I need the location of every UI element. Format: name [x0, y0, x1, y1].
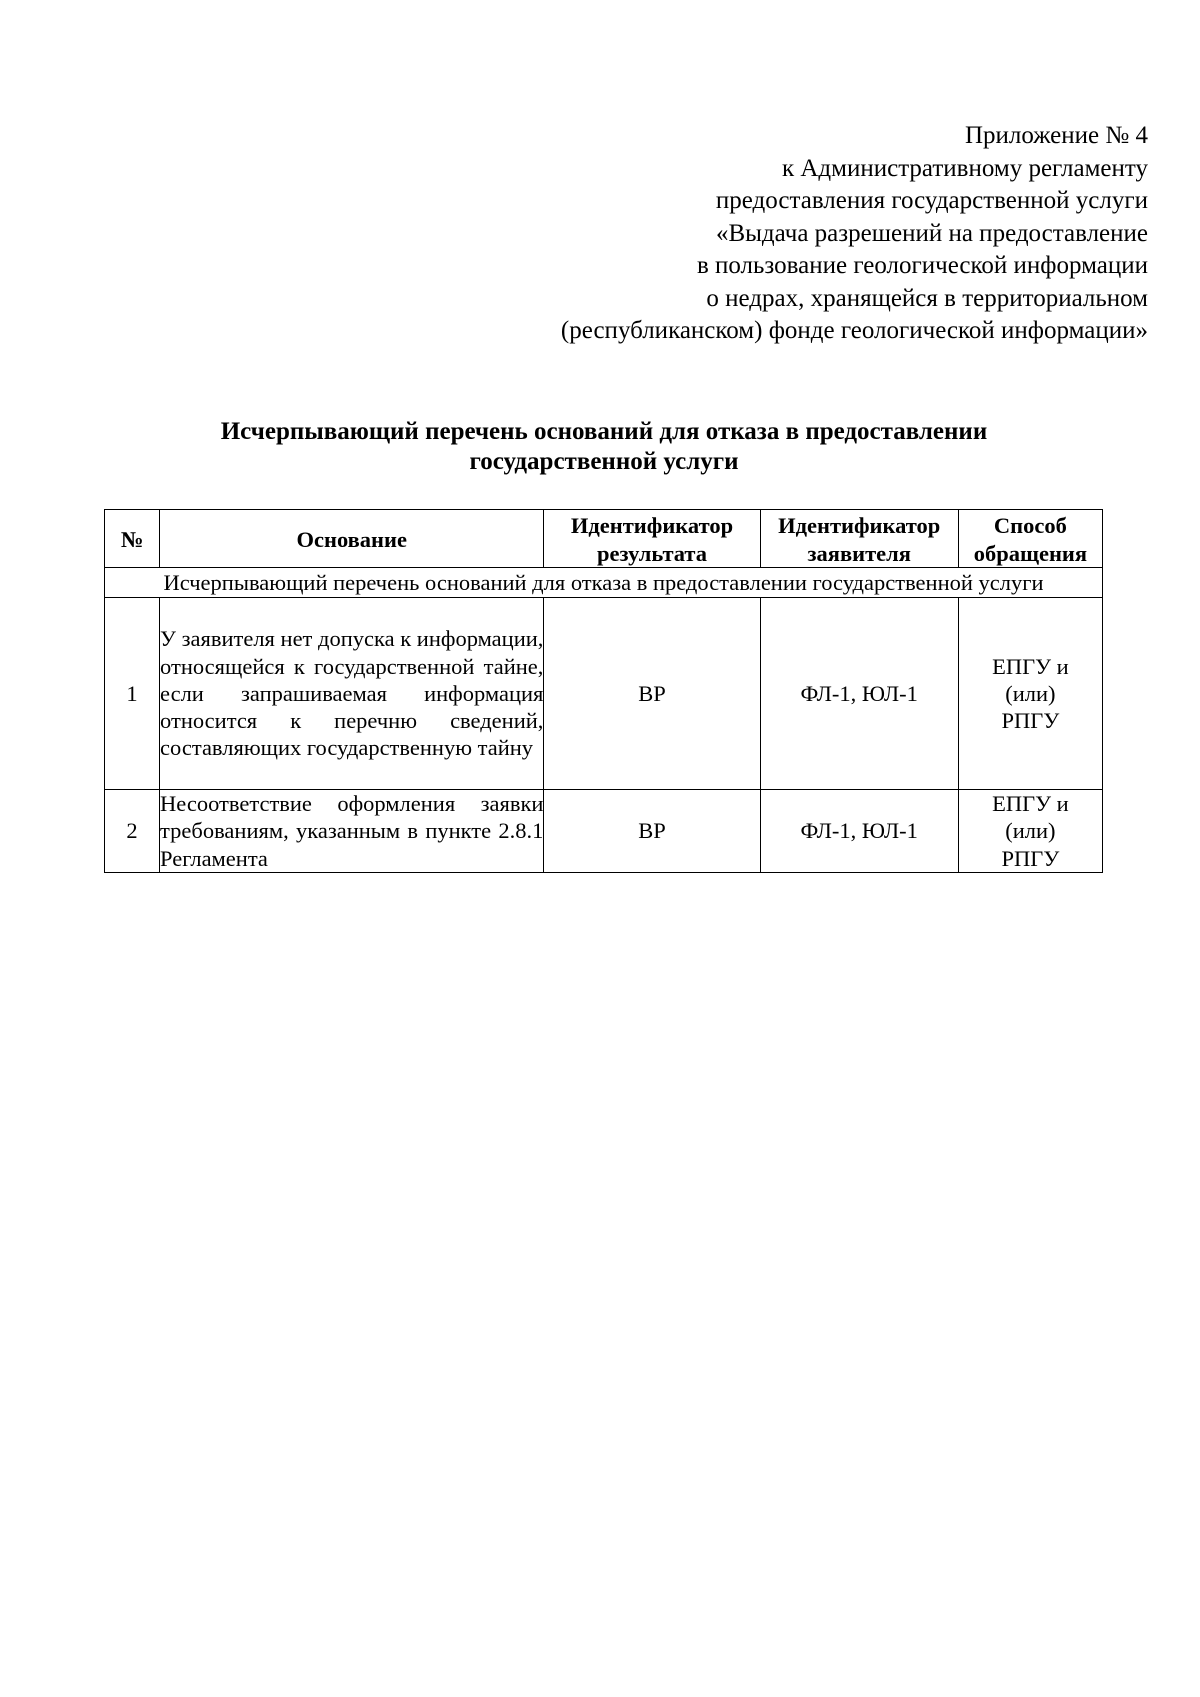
row-basis: Несоответствие оформления заявки требованиям, указанным в пункте 2.8.1 Регламента	[160, 791, 544, 871]
row-num: 1	[105, 598, 160, 790]
document-title	[104, 417, 1104, 477]
appendix-line: в пользование геологической информации	[696, 252, 1148, 279]
header-applicant-id	[760, 510, 958, 568]
row-num: 2	[105, 790, 160, 873]
appendix-line: о недрах, хранящейся в территориальном	[706, 284, 1148, 312]
appendix-line: предоставления государственной услуги	[715, 187, 1148, 214]
method-text: РПГУ	[1001, 845, 1060, 871]
method-text: ЕПГУ и	[992, 791, 1069, 817]
header-text: Идентификатор	[570, 513, 734, 539]
title-line: Исчерпывающий перечень оснований для отказа в предоставлении	[220, 418, 988, 445]
header-text: Способ	[993, 513, 1067, 539]
refusal-grounds-table	[104, 509, 1103, 873]
section-title: Исчерпывающий перечень оснований для отказа в предоставлении государственной услуги	[105, 568, 1103, 598]
row-basis: У заявителя нет допуска к информации, относящейся к государственной тайне, если запрашиваемая информация относится к перечню сведений, составляющих государственную тайну	[160, 598, 544, 790]
row-result-id: ВР	[544, 598, 760, 790]
header-text: заявителя	[807, 540, 911, 566]
row-result-id: ВР	[544, 790, 760, 873]
header-method	[958, 510, 1102, 568]
appendix-line: (республиканском) фонде геологической информации»	[560, 317, 1148, 344]
table-row	[105, 790, 1103, 873]
appendix-header	[388, 120, 1148, 348]
header-text: обращения	[973, 540, 1088, 566]
header-text: результата	[597, 540, 708, 566]
header-result-id	[544, 510, 760, 568]
method-text: (или)	[1005, 680, 1056, 706]
header-basis: Основание	[160, 510, 544, 568]
row-applicant-id: ФЛ-1, ЮЛ-1	[760, 598, 958, 790]
method-text: (или)	[1005, 818, 1056, 844]
row-method	[958, 790, 1102, 873]
method-text: ЕПГУ и	[992, 653, 1069, 679]
table-header-row	[105, 510, 1103, 568]
header-num: №	[105, 510, 160, 568]
row-method	[958, 598, 1102, 790]
method-text: РПГУ	[1001, 708, 1060, 734]
table-row	[105, 598, 1103, 790]
appendix-line: к Административному регламенту	[781, 154, 1148, 182]
row-applicant-id: ФЛ-1, ЮЛ-1	[760, 790, 958, 873]
appendix-line: «Выдача разрешений на предоставление	[715, 219, 1148, 247]
section-row	[105, 568, 1103, 598]
appendix-line: Приложение № 4	[964, 122, 1148, 149]
title-line: государственной услуги	[469, 448, 739, 475]
header-text: Идентификатор	[778, 513, 941, 539]
